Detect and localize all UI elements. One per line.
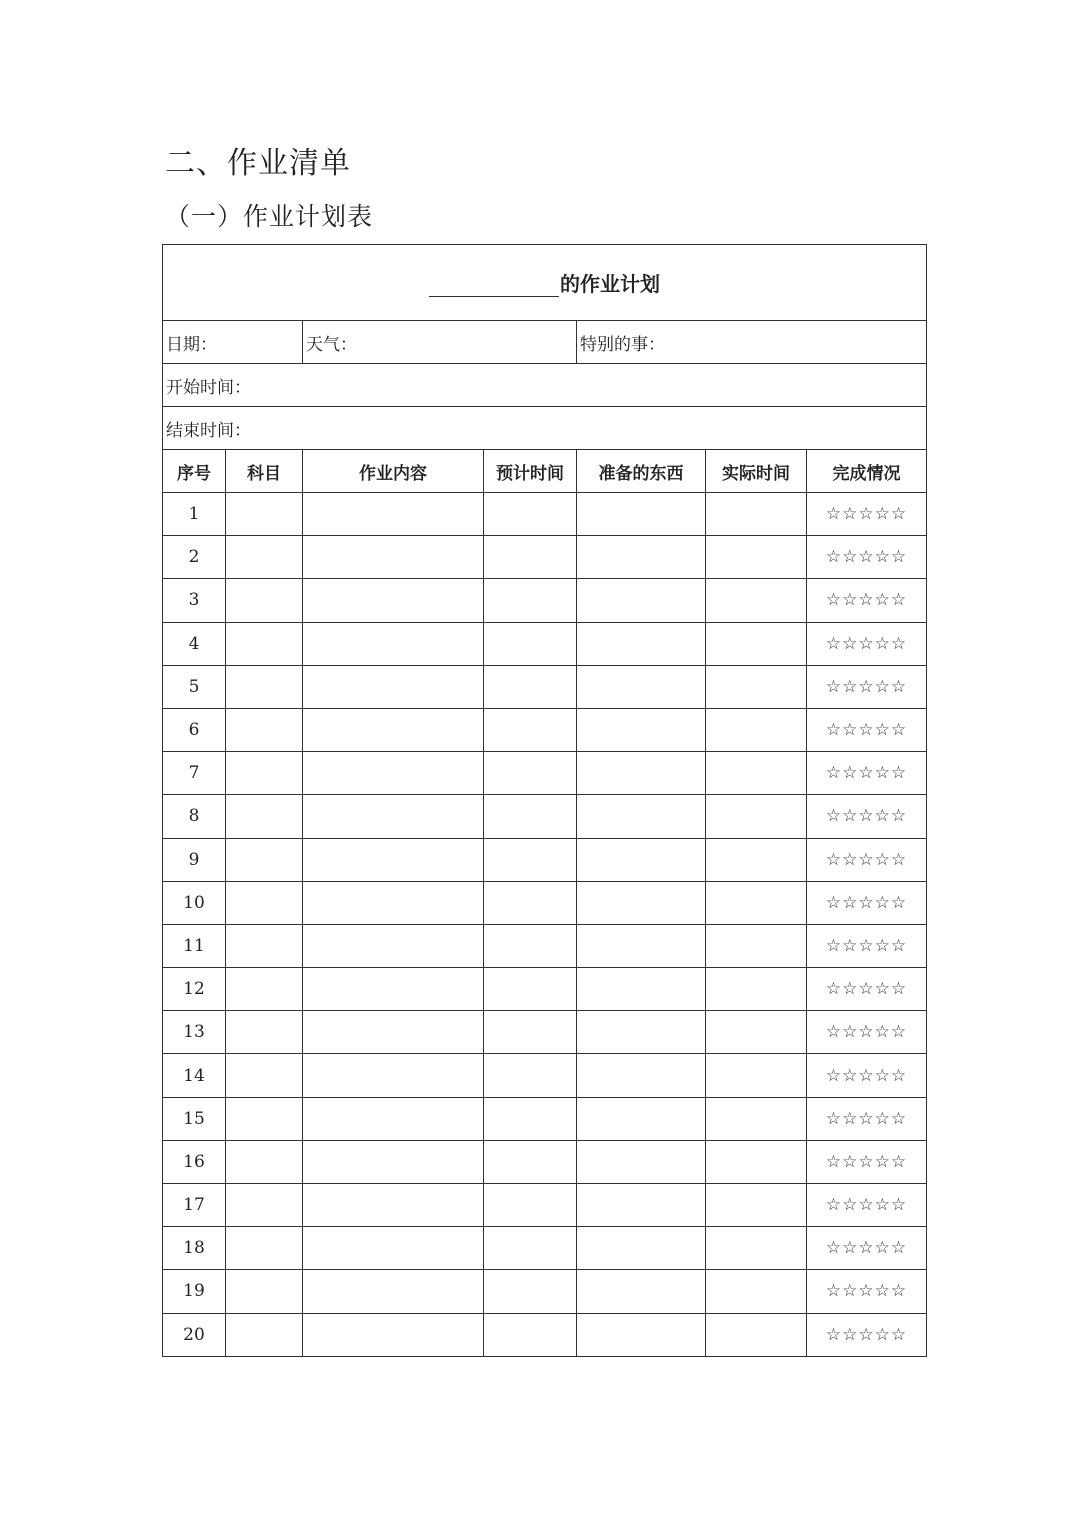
subject-cell[interactable] — [226, 752, 303, 795]
content-cell[interactable] — [303, 536, 484, 579]
estimated-time-cell[interactable] — [484, 752, 577, 795]
completion-stars[interactable]: ☆☆☆☆☆ — [807, 493, 927, 536]
row-number: 2 — [163, 536, 226, 579]
content-cell[interactable] — [303, 795, 484, 838]
table-title-text: 的作业计划 — [560, 272, 660, 296]
completion-stars[interactable]: ☆☆☆☆☆ — [807, 795, 927, 838]
subject-cell[interactable] — [226, 708, 303, 751]
row-number: 16 — [163, 1140, 226, 1183]
completion-stars[interactable]: ☆☆☆☆☆ — [807, 708, 927, 751]
content-cell[interactable] — [303, 752, 484, 795]
row-number: 19 — [163, 1270, 226, 1313]
content-cell[interactable] — [303, 881, 484, 924]
materials-cell[interactable] — [577, 536, 706, 579]
row-number: 6 — [163, 708, 226, 751]
subject-cell[interactable] — [226, 536, 303, 579]
row-number: 10 — [163, 881, 226, 924]
materials-cell[interactable] — [577, 1227, 706, 1270]
table-row — [163, 579, 927, 622]
materials-cell[interactable] — [577, 579, 706, 622]
materials-cell[interactable] — [577, 881, 706, 924]
completion-stars[interactable]: ☆☆☆☆☆ — [807, 1140, 927, 1183]
estimated-time-cell[interactable] — [484, 708, 577, 751]
materials-cell[interactable] — [577, 1011, 706, 1054]
table-row — [163, 1270, 927, 1313]
materials-cell[interactable] — [577, 752, 706, 795]
estimated-time-cell[interactable] — [484, 1227, 577, 1270]
completion-stars[interactable]: ☆☆☆☆☆ — [807, 1011, 927, 1054]
estimated-time-cell[interactable] — [484, 795, 577, 838]
row-number: 18 — [163, 1227, 226, 1270]
subject-cell[interactable] — [226, 838, 303, 881]
table-row — [163, 1140, 927, 1183]
name-blank-line[interactable] — [429, 276, 559, 297]
completion-stars[interactable]: ☆☆☆☆☆ — [807, 1184, 927, 1227]
actual-time-cell[interactable] — [706, 968, 807, 1011]
actual-time-cell[interactable] — [706, 1313, 807, 1356]
estimated-time-cell[interactable] — [484, 665, 577, 708]
content-cell[interactable] — [303, 1140, 484, 1183]
subject-cell[interactable] — [226, 1011, 303, 1054]
completion-stars[interactable]: ☆☆☆☆☆ — [807, 1313, 927, 1356]
table-title — [163, 245, 927, 321]
subject-cell[interactable] — [226, 881, 303, 924]
row-number: 3 — [163, 579, 226, 622]
completion-stars[interactable]: ☆☆☆☆☆ — [807, 1097, 927, 1140]
date-field[interactable]: 日期： — [163, 321, 303, 364]
actual-time-cell[interactable] — [706, 924, 807, 967]
actual-time-cell[interactable] — [706, 1097, 807, 1140]
completion-stars[interactable]: ☆☆☆☆☆ — [807, 1054, 927, 1097]
actual-time-cell[interactable] — [706, 708, 807, 751]
table-header-row — [163, 450, 927, 493]
header-subject: 科目 — [226, 450, 303, 493]
content-cell[interactable] — [303, 924, 484, 967]
subject-cell[interactable] — [226, 1054, 303, 1097]
estimated-time-cell[interactable] — [484, 1011, 577, 1054]
row-number: 9 — [163, 838, 226, 881]
estimated-time-cell[interactable] — [484, 493, 577, 536]
materials-cell[interactable] — [577, 1140, 706, 1183]
row-number: 5 — [163, 665, 226, 708]
materials-cell[interactable] — [577, 1270, 706, 1313]
actual-time-cell[interactable] — [706, 881, 807, 924]
materials-cell[interactable] — [577, 1313, 706, 1356]
estimated-time-cell[interactable] — [484, 1313, 577, 1356]
content-cell[interactable] — [303, 838, 484, 881]
estimated-time-cell[interactable] — [484, 881, 577, 924]
info-row-start — [163, 364, 927, 407]
section-title: 二、作业清单 — [165, 146, 351, 181]
estimated-time-cell[interactable] — [484, 968, 577, 1011]
subject-cell[interactable] — [226, 968, 303, 1011]
actual-time-cell[interactable] — [706, 1184, 807, 1227]
table-row — [163, 1011, 927, 1054]
actual-time-cell[interactable] — [706, 622, 807, 665]
row-number: 13 — [163, 1011, 226, 1054]
subject-cell[interactable] — [226, 1270, 303, 1313]
subject-cell[interactable] — [226, 665, 303, 708]
estimated-time-cell[interactable] — [484, 924, 577, 967]
completion-stars[interactable]: ☆☆☆☆☆ — [807, 622, 927, 665]
row-number: 12 — [163, 968, 226, 1011]
table-row — [163, 924, 927, 967]
row-number: 1 — [163, 493, 226, 536]
materials-cell[interactable] — [577, 968, 706, 1011]
actual-time-cell[interactable] — [706, 795, 807, 838]
row-number: 14 — [163, 1054, 226, 1097]
estimated-time-cell[interactable] — [484, 1270, 577, 1313]
completion-stars[interactable]: ☆☆☆☆☆ — [807, 881, 927, 924]
actual-time-cell[interactable] — [706, 493, 807, 536]
subject-cell[interactable] — [226, 622, 303, 665]
content-cell[interactable] — [303, 665, 484, 708]
subject-cell[interactable] — [226, 1184, 303, 1227]
content-cell[interactable] — [303, 622, 484, 665]
header-content: 作业内容 — [303, 450, 484, 493]
content-cell[interactable] — [303, 1184, 484, 1227]
subject-cell[interactable] — [226, 1097, 303, 1140]
completion-stars[interactable]: ☆☆☆☆☆ — [807, 752, 927, 795]
subject-cell[interactable] — [226, 1140, 303, 1183]
weather-field[interactable]: 天气： — [303, 321, 577, 364]
header-completion: 完成情况 — [807, 450, 927, 493]
materials-cell[interactable] — [577, 924, 706, 967]
completion-stars[interactable]: ☆☆☆☆☆ — [807, 968, 927, 1011]
content-cell[interactable] — [303, 1011, 484, 1054]
actual-time-cell[interactable] — [706, 1270, 807, 1313]
completion-stars[interactable]: ☆☆☆☆☆ — [807, 1270, 927, 1313]
special-field[interactable]: 特别的事： — [577, 321, 927, 364]
subject-cell[interactable] — [226, 1313, 303, 1356]
completion-stars[interactable]: ☆☆☆☆☆ — [807, 838, 927, 881]
info-row-end — [163, 407, 927, 450]
estimated-time-cell[interactable] — [484, 1140, 577, 1183]
row-number: 17 — [163, 1184, 226, 1227]
estimated-time-cell[interactable] — [484, 579, 577, 622]
table-row — [163, 968, 927, 1011]
info-row-date — [163, 321, 927, 364]
start-time-field[interactable]: 开始时间： — [163, 364, 927, 407]
row-number: 8 — [163, 795, 226, 838]
actual-time-cell[interactable] — [706, 536, 807, 579]
table-row — [163, 838, 927, 881]
content-cell[interactable] — [303, 708, 484, 751]
completion-stars[interactable]: ☆☆☆☆☆ — [807, 579, 927, 622]
subject-cell[interactable] — [226, 795, 303, 838]
materials-cell[interactable] — [577, 838, 706, 881]
completion-stars[interactable]: ☆☆☆☆☆ — [807, 665, 927, 708]
table-row — [163, 1184, 927, 1227]
actual-time-cell[interactable] — [706, 665, 807, 708]
estimated-time-cell[interactable] — [484, 838, 577, 881]
materials-cell[interactable] — [577, 795, 706, 838]
actual-time-cell[interactable] — [706, 838, 807, 881]
content-cell[interactable] — [303, 1054, 484, 1097]
table-title-row — [163, 245, 927, 321]
estimated-time-cell[interactable] — [484, 622, 577, 665]
table-row — [163, 536, 927, 579]
materials-cell[interactable] — [577, 1097, 706, 1140]
table-row — [163, 795, 927, 838]
estimated-time-cell[interactable] — [484, 1054, 577, 1097]
row-number: 11 — [163, 924, 226, 967]
materials-cell[interactable] — [577, 622, 706, 665]
row-number: 4 — [163, 622, 226, 665]
table-row — [163, 708, 927, 751]
completion-stars[interactable]: ☆☆☆☆☆ — [807, 536, 927, 579]
actual-time-cell[interactable] — [706, 1140, 807, 1183]
materials-cell[interactable] — [577, 665, 706, 708]
table-row — [163, 881, 927, 924]
materials-cell[interactable] — [577, 1184, 706, 1227]
row-number: 15 — [163, 1097, 226, 1140]
table-row — [163, 1054, 927, 1097]
actual-time-cell[interactable] — [706, 752, 807, 795]
estimated-time-cell[interactable] — [484, 536, 577, 579]
table-row — [163, 1227, 927, 1270]
row-number: 7 — [163, 752, 226, 795]
materials-cell[interactable] — [577, 493, 706, 536]
table-row — [163, 493, 927, 536]
completion-stars[interactable]: ☆☆☆☆☆ — [807, 1227, 927, 1270]
subject-cell[interactable] — [226, 1227, 303, 1270]
content-cell[interactable] — [303, 579, 484, 622]
homework-plan-table — [162, 244, 927, 1357]
actual-time-cell[interactable] — [706, 1011, 807, 1054]
content-cell[interactable] — [303, 1313, 484, 1356]
subsection-title: （一）作业计划表 — [165, 202, 374, 231]
subject-cell[interactable] — [226, 924, 303, 967]
header-estimated-time: 预计时间 — [484, 450, 577, 493]
actual-time-cell[interactable] — [706, 1227, 807, 1270]
content-cell[interactable] — [303, 1227, 484, 1270]
completion-stars[interactable]: ☆☆☆☆☆ — [807, 924, 927, 967]
materials-cell[interactable] — [577, 708, 706, 751]
table-row — [163, 752, 927, 795]
content-cell[interactable] — [303, 968, 484, 1011]
subject-cell[interactable] — [226, 579, 303, 622]
estimated-time-cell[interactable] — [484, 1184, 577, 1227]
estimated-time-cell[interactable] — [484, 1097, 577, 1140]
header-materials: 准备的东西 — [577, 450, 706, 493]
table-row — [163, 1313, 927, 1356]
actual-time-cell[interactable] — [706, 579, 807, 622]
row-number: 20 — [163, 1313, 226, 1356]
header-actual-time: 实际时间 — [706, 450, 807, 493]
content-cell[interactable] — [303, 1097, 484, 1140]
content-cell[interactable] — [303, 1270, 484, 1313]
actual-time-cell[interactable] — [706, 1054, 807, 1097]
subject-cell[interactable] — [226, 493, 303, 536]
table-row — [163, 665, 927, 708]
header-index: 序号 — [163, 450, 226, 493]
materials-cell[interactable] — [577, 1054, 706, 1097]
table-row — [163, 1097, 927, 1140]
table-row — [163, 622, 927, 665]
end-time-field[interactable]: 结束时间： — [163, 407, 927, 450]
content-cell[interactable] — [303, 493, 484, 536]
